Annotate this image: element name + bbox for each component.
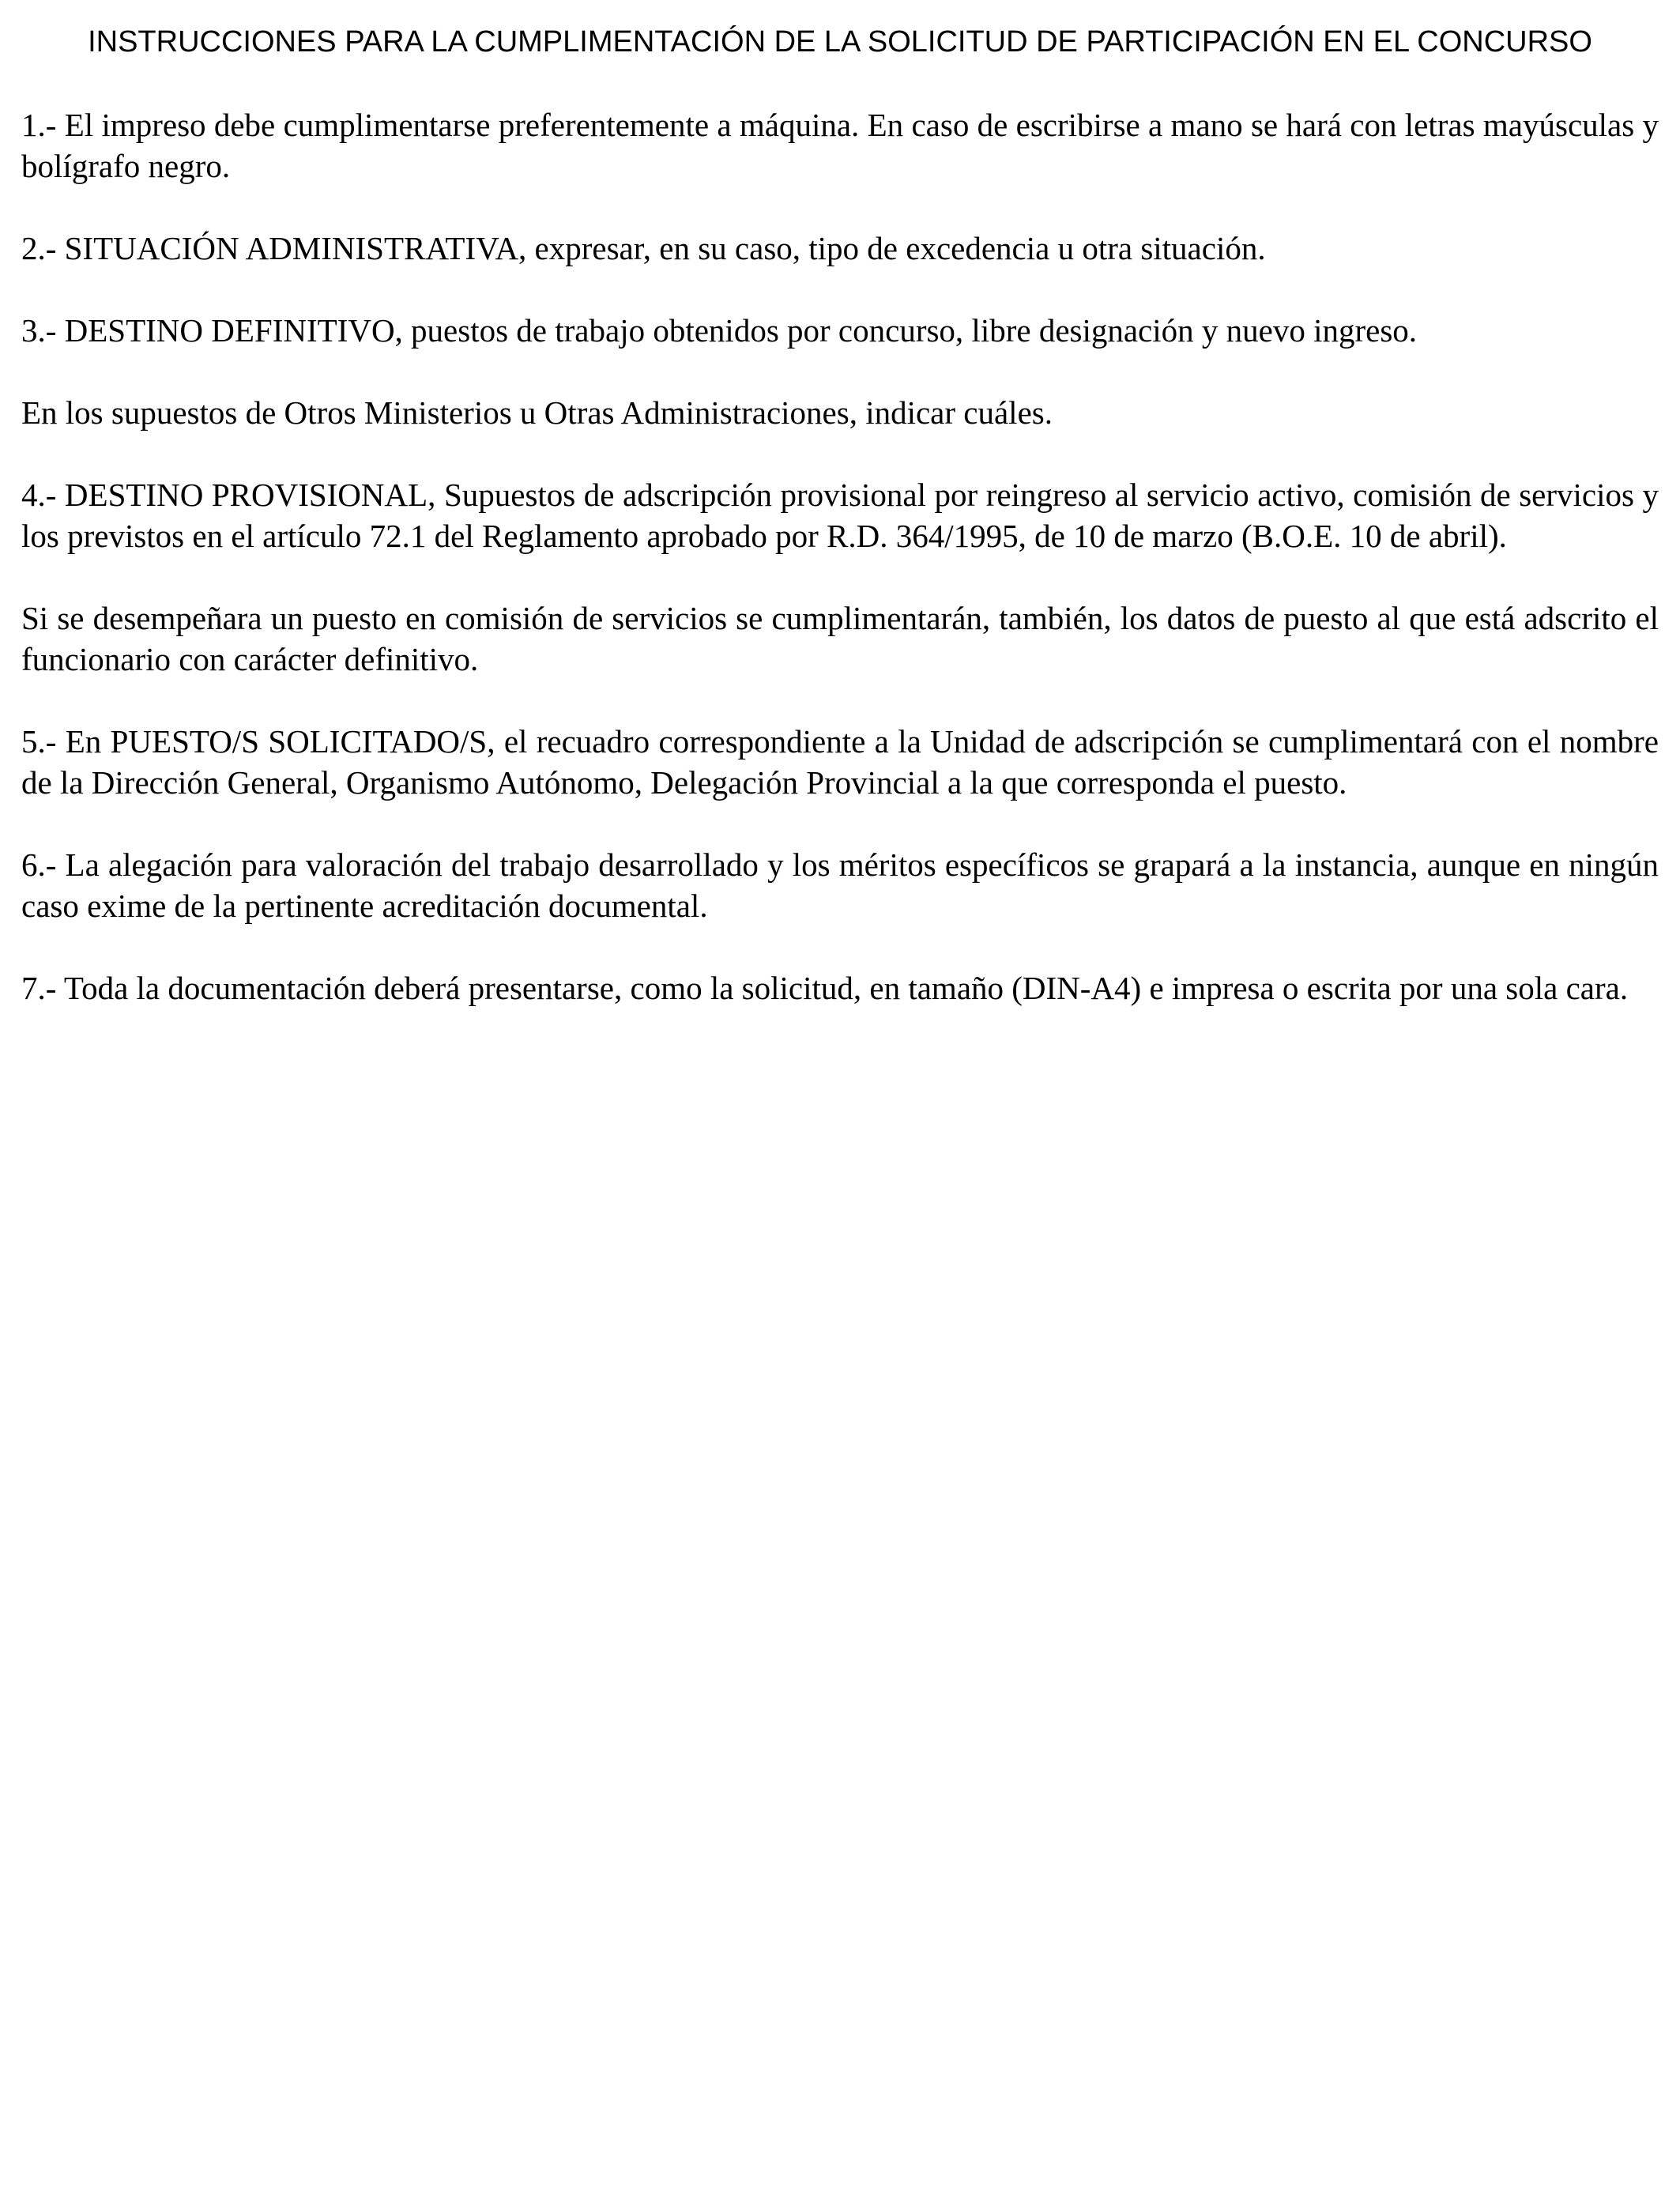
instruction-2: 2.- SITUACIÓN ADMINISTRATIVA, expresar, en su caso, tipo de excedencia u otra situación. [21, 230, 1266, 266]
instruction-6: 6.- La alegación para valoración del trabajo desarrollado y los méritos específicos se grapará a la instancia, aunque en ningún caso exime de la pertinente acreditación documental. [21, 846, 1659, 924]
instruction-1: 1.- El impreso debe cumplimentarse preferentemente a máquina. En caso de escribirse a mano se hará con letras mayúsculas y bolígrafo negro. [21, 107, 1659, 184]
instruction-4-note: Si se desempeñara un puesto en comisión de servicios se cumplimentarán, también, los datos de puesto al que está adscrito el funcionario con carácter definitivo. [21, 600, 1659, 677]
instruction-3: 3.- DESTINO DEFINITIVO, puestos de trabajo obtenidos por concurso, libre designación y nuevo ingreso. [21, 312, 1418, 349]
instruction-3-note: En los supuestos de Otros Ministerios u Otras Administraciones, indicar cuáles. [21, 394, 1053, 431]
instruction-5: 5.- En PUESTO/S SOLICITADO/S, el recuadro correspondiente a la Unidad de adscripción se cumplimentará con el nombre de la Dirección General, Organismo Autónomo, Delegación Provincial a la que corresponda el puesto. [21, 723, 1659, 801]
instruction-4: 4.- DESTINO PROVISIONAL, Supuestos de adscripción provisional por reingreso al servicio activo, comisión de servicios y los previstos en el artículo 72.1 del Reglamento aprobado por R.D. 364/1995, de 10 de marzo (B.O.E. 10 de abril). [21, 477, 1659, 554]
document-page [21, 22, 1659, 1050]
page-title: INSTRUCCIONES PARA LA CUMPLIMENTACIÓN DE LA SOLICITUD DE PARTICIPACIÓN EN EL CONCURSO [88, 25, 1592, 58]
instruction-7: 7.- Toda la documentación deberá presentarse, como la solicitud, en tamaño (DIN-A4) e impresa o escrita por una sola cara. [21, 970, 1629, 1006]
